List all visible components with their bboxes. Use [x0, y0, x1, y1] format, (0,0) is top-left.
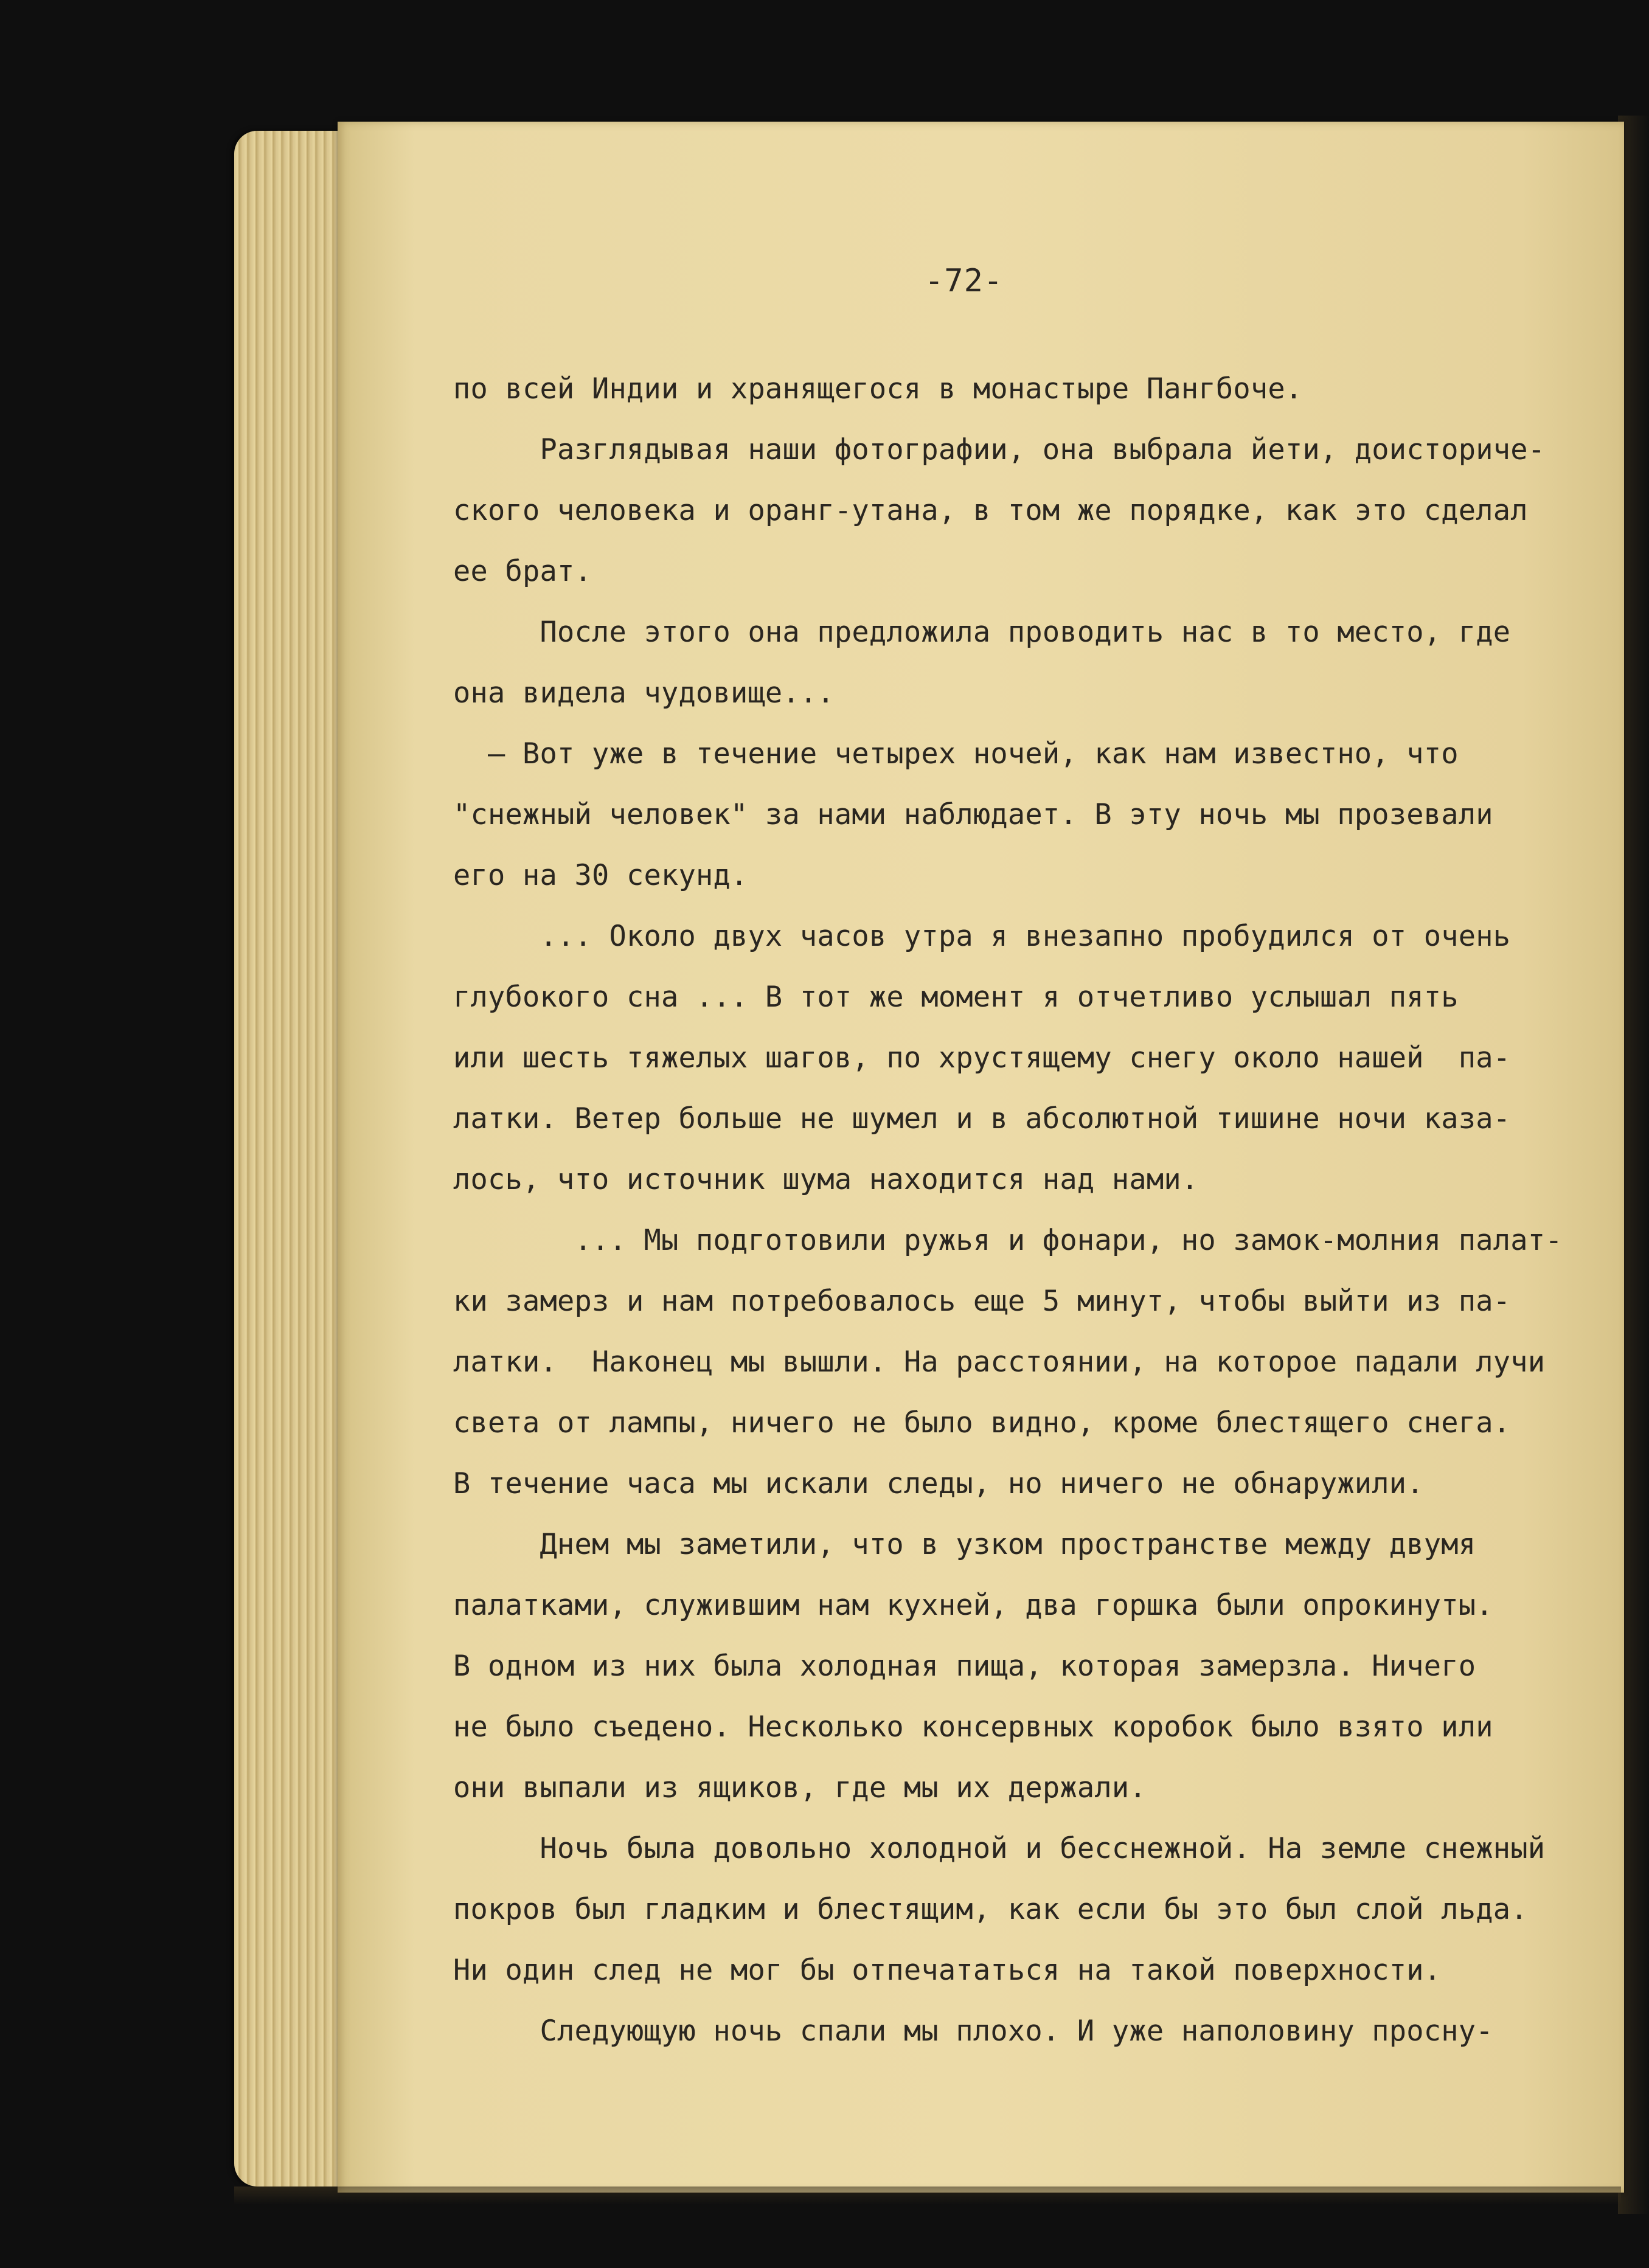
text-line: ... Около двух часов утра я внезапно пробудился от очень — [453, 920, 1511, 953]
text-line: Ночь была довольно холодной и бесснежной. На земле снежный — [453, 1832, 1546, 1865]
text-line: она видела чудовище... — [453, 676, 835, 710]
text-line: После этого она предложила проводить нас в то место, где — [453, 616, 1511, 649]
text-line: латки. Наконец мы вышли. На расстоянии, на которое падали лучи — [453, 1345, 1546, 1379]
text-line: Днем мы заметили, что в узком пространстве между двумя — [453, 1528, 1476, 1561]
text-line: не было съедено. Несколько консервных коробок было взято или — [453, 1710, 1493, 1744]
text-line: лось, что источник шума находится над нами. — [453, 1163, 1199, 1196]
text-line: Следующую ночь спали мы плохо. И уже наполовину просну- — [453, 2014, 1493, 2048]
text-line: ского человека и оранг-утана, в том же порядке, как это сделал — [453, 494, 1528, 527]
text-line: его на 30 секунд. — [453, 859, 748, 892]
page-number: -72- — [925, 263, 1004, 299]
page-bottom-shadow — [234, 2187, 1621, 2205]
text-line: ... Мы подготовили ружья и фонари, но замок-молния палат- — [453, 1224, 1563, 1257]
text-line: или шесть тяжелых шагов, по хрустящему снегу около нашей па- — [453, 1041, 1511, 1075]
text-line: глубокого сна ... В тот же момент я отчетливо услышал пять — [453, 980, 1459, 1014]
book-page-edges — [234, 131, 344, 2187]
text-line: Разглядывая наши фотографии, она выбрала йети, доисториче- — [453, 433, 1546, 466]
typewritten-text — [453, 359, 1621, 2062]
text-line: ки замерз и нам потребовалось еще 5 минут, чтобы выйти из па- — [453, 1285, 1511, 1318]
text-line: ее брат. — [453, 555, 592, 588]
text-line: "снежный человек" за нами наблюдает. В эту ночь мы прозевали — [453, 798, 1493, 831]
text-line: палатками, служившим нам кухней, два горшка были опрокинуты. — [453, 1589, 1493, 1622]
text-line: они выпали из ящиков, где мы их держали. — [453, 1771, 1147, 1805]
text-line: света от лампы, ничего не было видно, кроме блестящего снега. — [453, 1406, 1511, 1440]
text-line: В одном из них была холодная пища, которая замерзла. Ничего — [453, 1649, 1476, 1683]
text-line: Ни один след не мог бы отпечататься на такой поверхности. — [453, 1954, 1442, 1987]
text-line: по всей Индии и хранящегося в монастыре Пангбоче. — [453, 372, 1303, 406]
text-line: — Вот уже в течение четырех ночей, как нам известно, что — [453, 737, 1459, 771]
text-line: покров был гладким и блестящим, как если бы это был слой льда. — [453, 1893, 1528, 1926]
text-line: латки. Ветер больше не шумел и в абсолютной тишине ночи каза- — [453, 1102, 1511, 1136]
text-line: В течение часа мы искали следы, но ничего не обнаружили. — [453, 1467, 1424, 1500]
